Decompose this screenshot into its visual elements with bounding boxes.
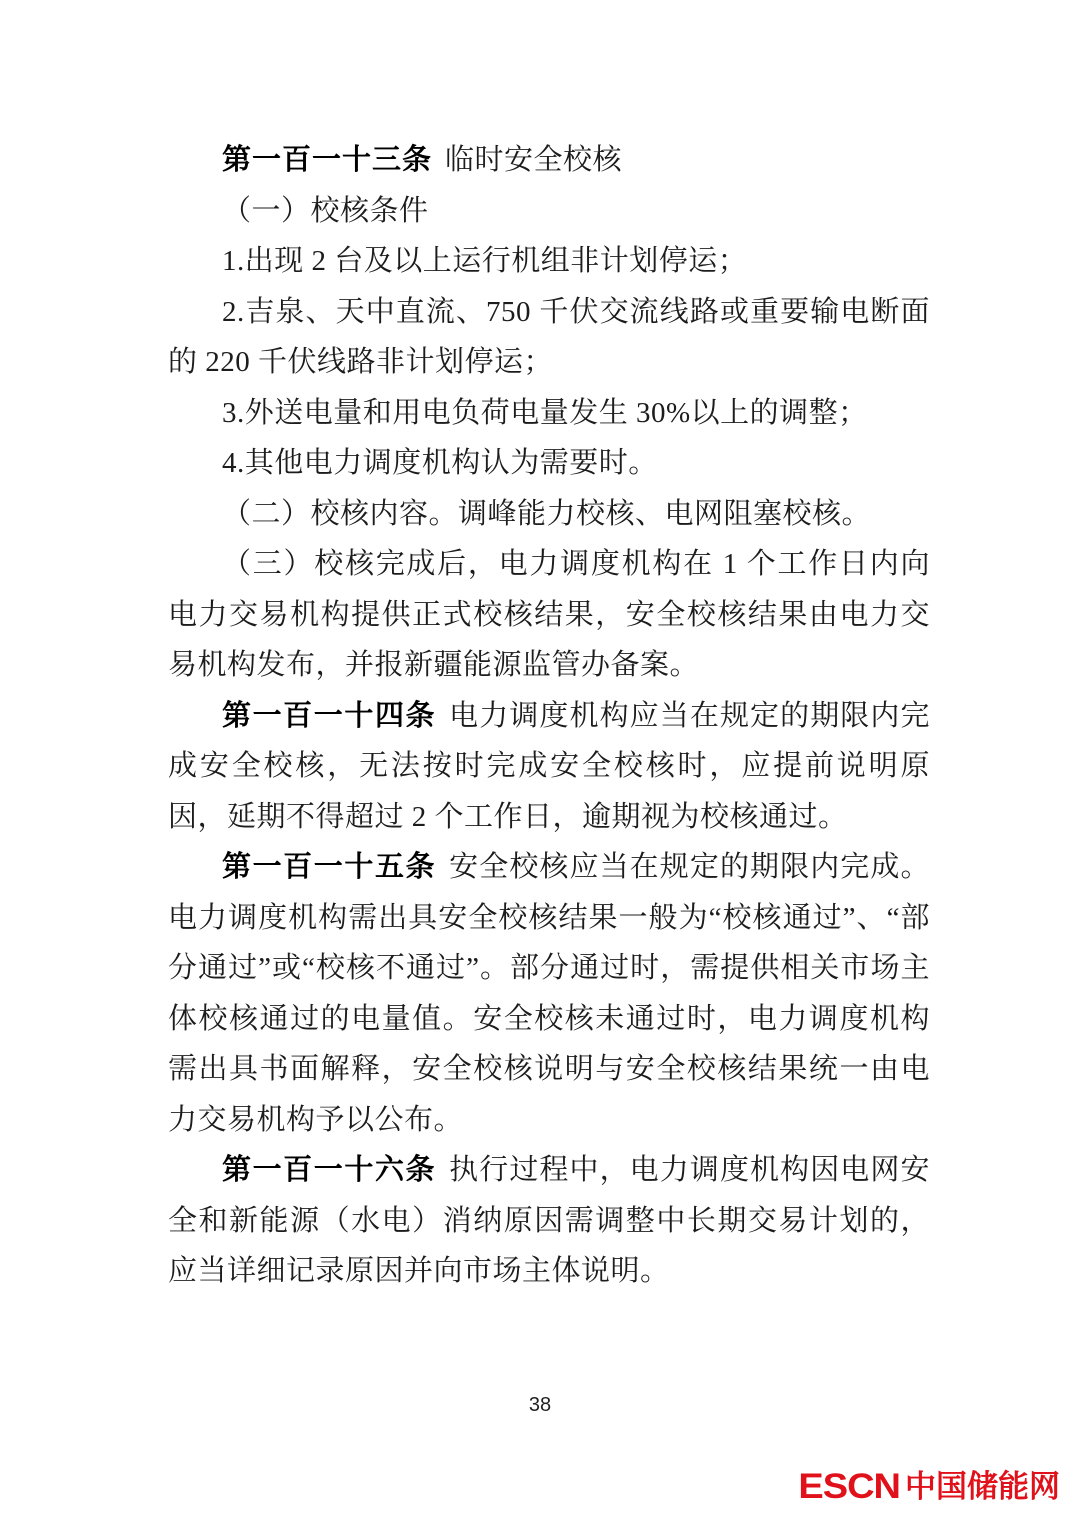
paragraph-text: （一）校核条件 <box>222 194 429 227</box>
article-number: 第一百一十六条 <box>222 1154 437 1186</box>
escn-logo-latin-text: ESCN <box>798 1467 900 1507</box>
paragraph-text: 2.吉泉、天中直流、750 千伏交流线路或重要输电断面的 220 千伏线路非计划停运； <box>168 295 930 378</box>
paragraph-text: 安全校核应当在规定的期限内完成。电力调度机构需出具安全校核结果一般为“校核通过”、“部分通过”或“校核不通过”。部分通过时，需提供相关市场主体校核通过的电量值。安全校核未通过时，电力调度机构需出具书面解释，安全校核说明与安全校核结果统一由电力交易机构予以公布。 <box>168 851 930 1136</box>
document-body <box>168 135 930 1297</box>
paragraph-article-116 <box>168 1145 930 1297</box>
escn-logo <box>798 1468 1060 1506</box>
paragraph-article-114 <box>168 691 930 843</box>
paragraph-text: 4.其他电力调度机构认为需要时。 <box>222 447 658 479</box>
paragraph-item-3 <box>168 539 930 691</box>
paragraph-condition-2 <box>168 287 930 388</box>
article-number: 第一百一十四条 <box>222 699 437 732</box>
paragraph-text: （二）校核内容。调峰能力校核、电网阻塞校核。 <box>222 497 872 530</box>
paragraph-condition-3 <box>168 388 930 439</box>
paragraph-item-1-heading <box>168 186 930 237</box>
paragraph-text: 执行过程中，电力调度机构因电网安全和新能源（水电）消纳原因需调整中长期交易计划的，应当详细记录原因并向市场主体说明。 <box>168 1154 930 1287</box>
paragraph-article-113-title <box>168 135 930 186</box>
paragraph-text: 临时安全校核 <box>445 144 623 176</box>
paragraph-text: 1.出现 2 台及以上运行机组非计划停运； <box>222 245 748 277</box>
article-number: 第一百一十三条 <box>222 144 433 176</box>
paragraph-item-2 <box>168 489 930 540</box>
paragraph-condition-1 <box>168 236 930 287</box>
paragraph-text: （三）校核完成后，电力调度机构在 1 个工作日内向电力交易机构提供正式校核结果，安全校核结果由电力交易机构发布，并报新疆能源监管办备案。 <box>168 548 930 681</box>
paragraph-article-115 <box>168 842 930 1145</box>
paragraph-text: 3.外送电量和用电负荷电量发生 30%以上的调整； <box>222 396 868 429</box>
paragraph-condition-4 <box>168 438 930 489</box>
page-number: 38 <box>528 1394 552 1416</box>
article-number: 第一百一十五条 <box>222 851 437 883</box>
escn-logo-chinese-text: 中国储能网 <box>905 1469 1060 1504</box>
paragraph-text: 电力调度机构应当在规定的期限内完成安全校核，无法按时完成安全校核时，应提前说明原因，延期不得超过 2 个工作日，逾期视为校核通过。 <box>168 699 930 833</box>
